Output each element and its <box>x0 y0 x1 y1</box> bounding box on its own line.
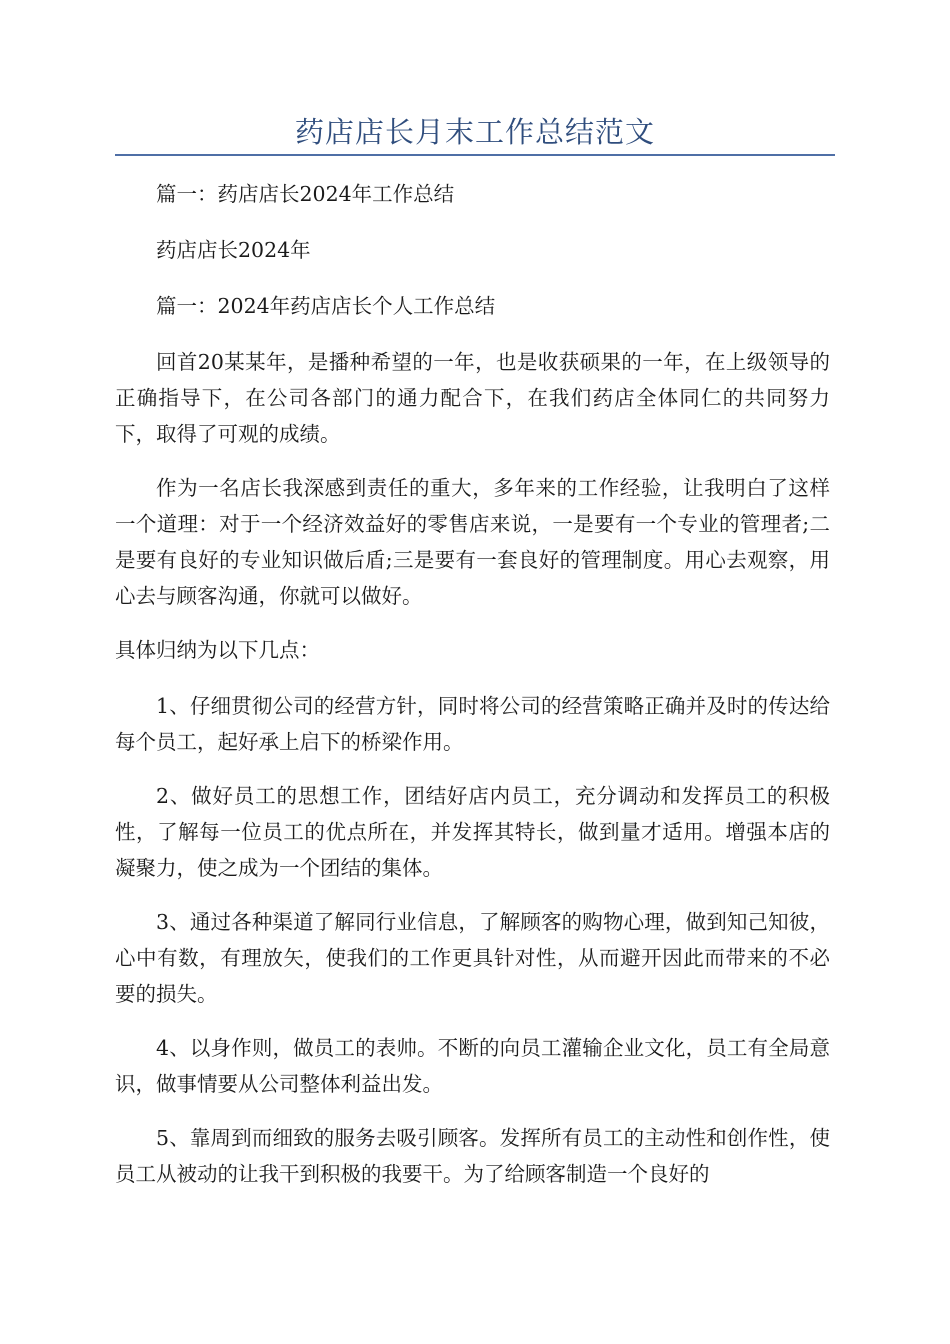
section-subheading: 药店店长2024年 <box>156 238 311 262</box>
title-underline <box>115 154 835 156</box>
list-item-1: 1、仔细贯彻公司的经营方针，同时将公司的经营策略正确并及时的传达给每个员工，起好承上启下的桥梁作用。 <box>115 694 830 754</box>
list-item-5: 5、靠周到而细致的服务去吸引顾客。发挥所有员工的主动性和创作性，使员工从被动的让我干到积极的我要干。为了给顾客制造一个良好的 <box>115 1126 830 1186</box>
list-item-3: 3、通过各种渠道了解同行业信息，了解顾客的购物心理，做到知己知彼，心中有数，有理放矢，使我们的工作更具针对性，从而避开因此而带来的不必要的损失。 <box>115 910 830 1006</box>
document-body <box>115 176 830 1210</box>
list-item-4: 4、以身作则，做员工的表帅。不断的向员工灌输企业文化，员工有全局意识，做事情要从公司整体利益出发。 <box>115 1036 830 1096</box>
section-heading-1: 篇一：药店店长2024年工作总结 <box>156 182 455 206</box>
list-item-2: 2、做好员工的思想工作，团结好店内员工，充分调动和发挥员工的积极性，了解每一位员工的优点所在，并发挥其特长，做到量才适用。增强本店的凝聚力，使之成为一个团结的集体。 <box>115 784 830 880</box>
section-heading-2: 篇一：2024年药店店长个人工作总结 <box>156 294 496 318</box>
document-title: 药店店长月末工作总结范文 <box>294 115 655 149</box>
paragraph-experience: 作为一名店长我深感到责任的重大，多年来的工作经验，让我明白了这样一个道理：对于一个经济效益好的零售店来说，一是要有一个专业的管理者;二是要有良好的专业知识做后盾;三是要有一套良好的管理制度。用心去观察，用心去与顾客沟通，你就可以做好。 <box>115 476 830 608</box>
paragraph-intro: 回首20某某年，是播种希望的一年，也是收获硕果的一年，在上级领导的正确指导下，在公司各部门的通力配合下，在我们药店全体同仁的共同努力下，取得了可观的成绩。 <box>115 350 830 446</box>
paragraph-summary-lead: 具体归纳为以下几点： <box>115 638 320 662</box>
